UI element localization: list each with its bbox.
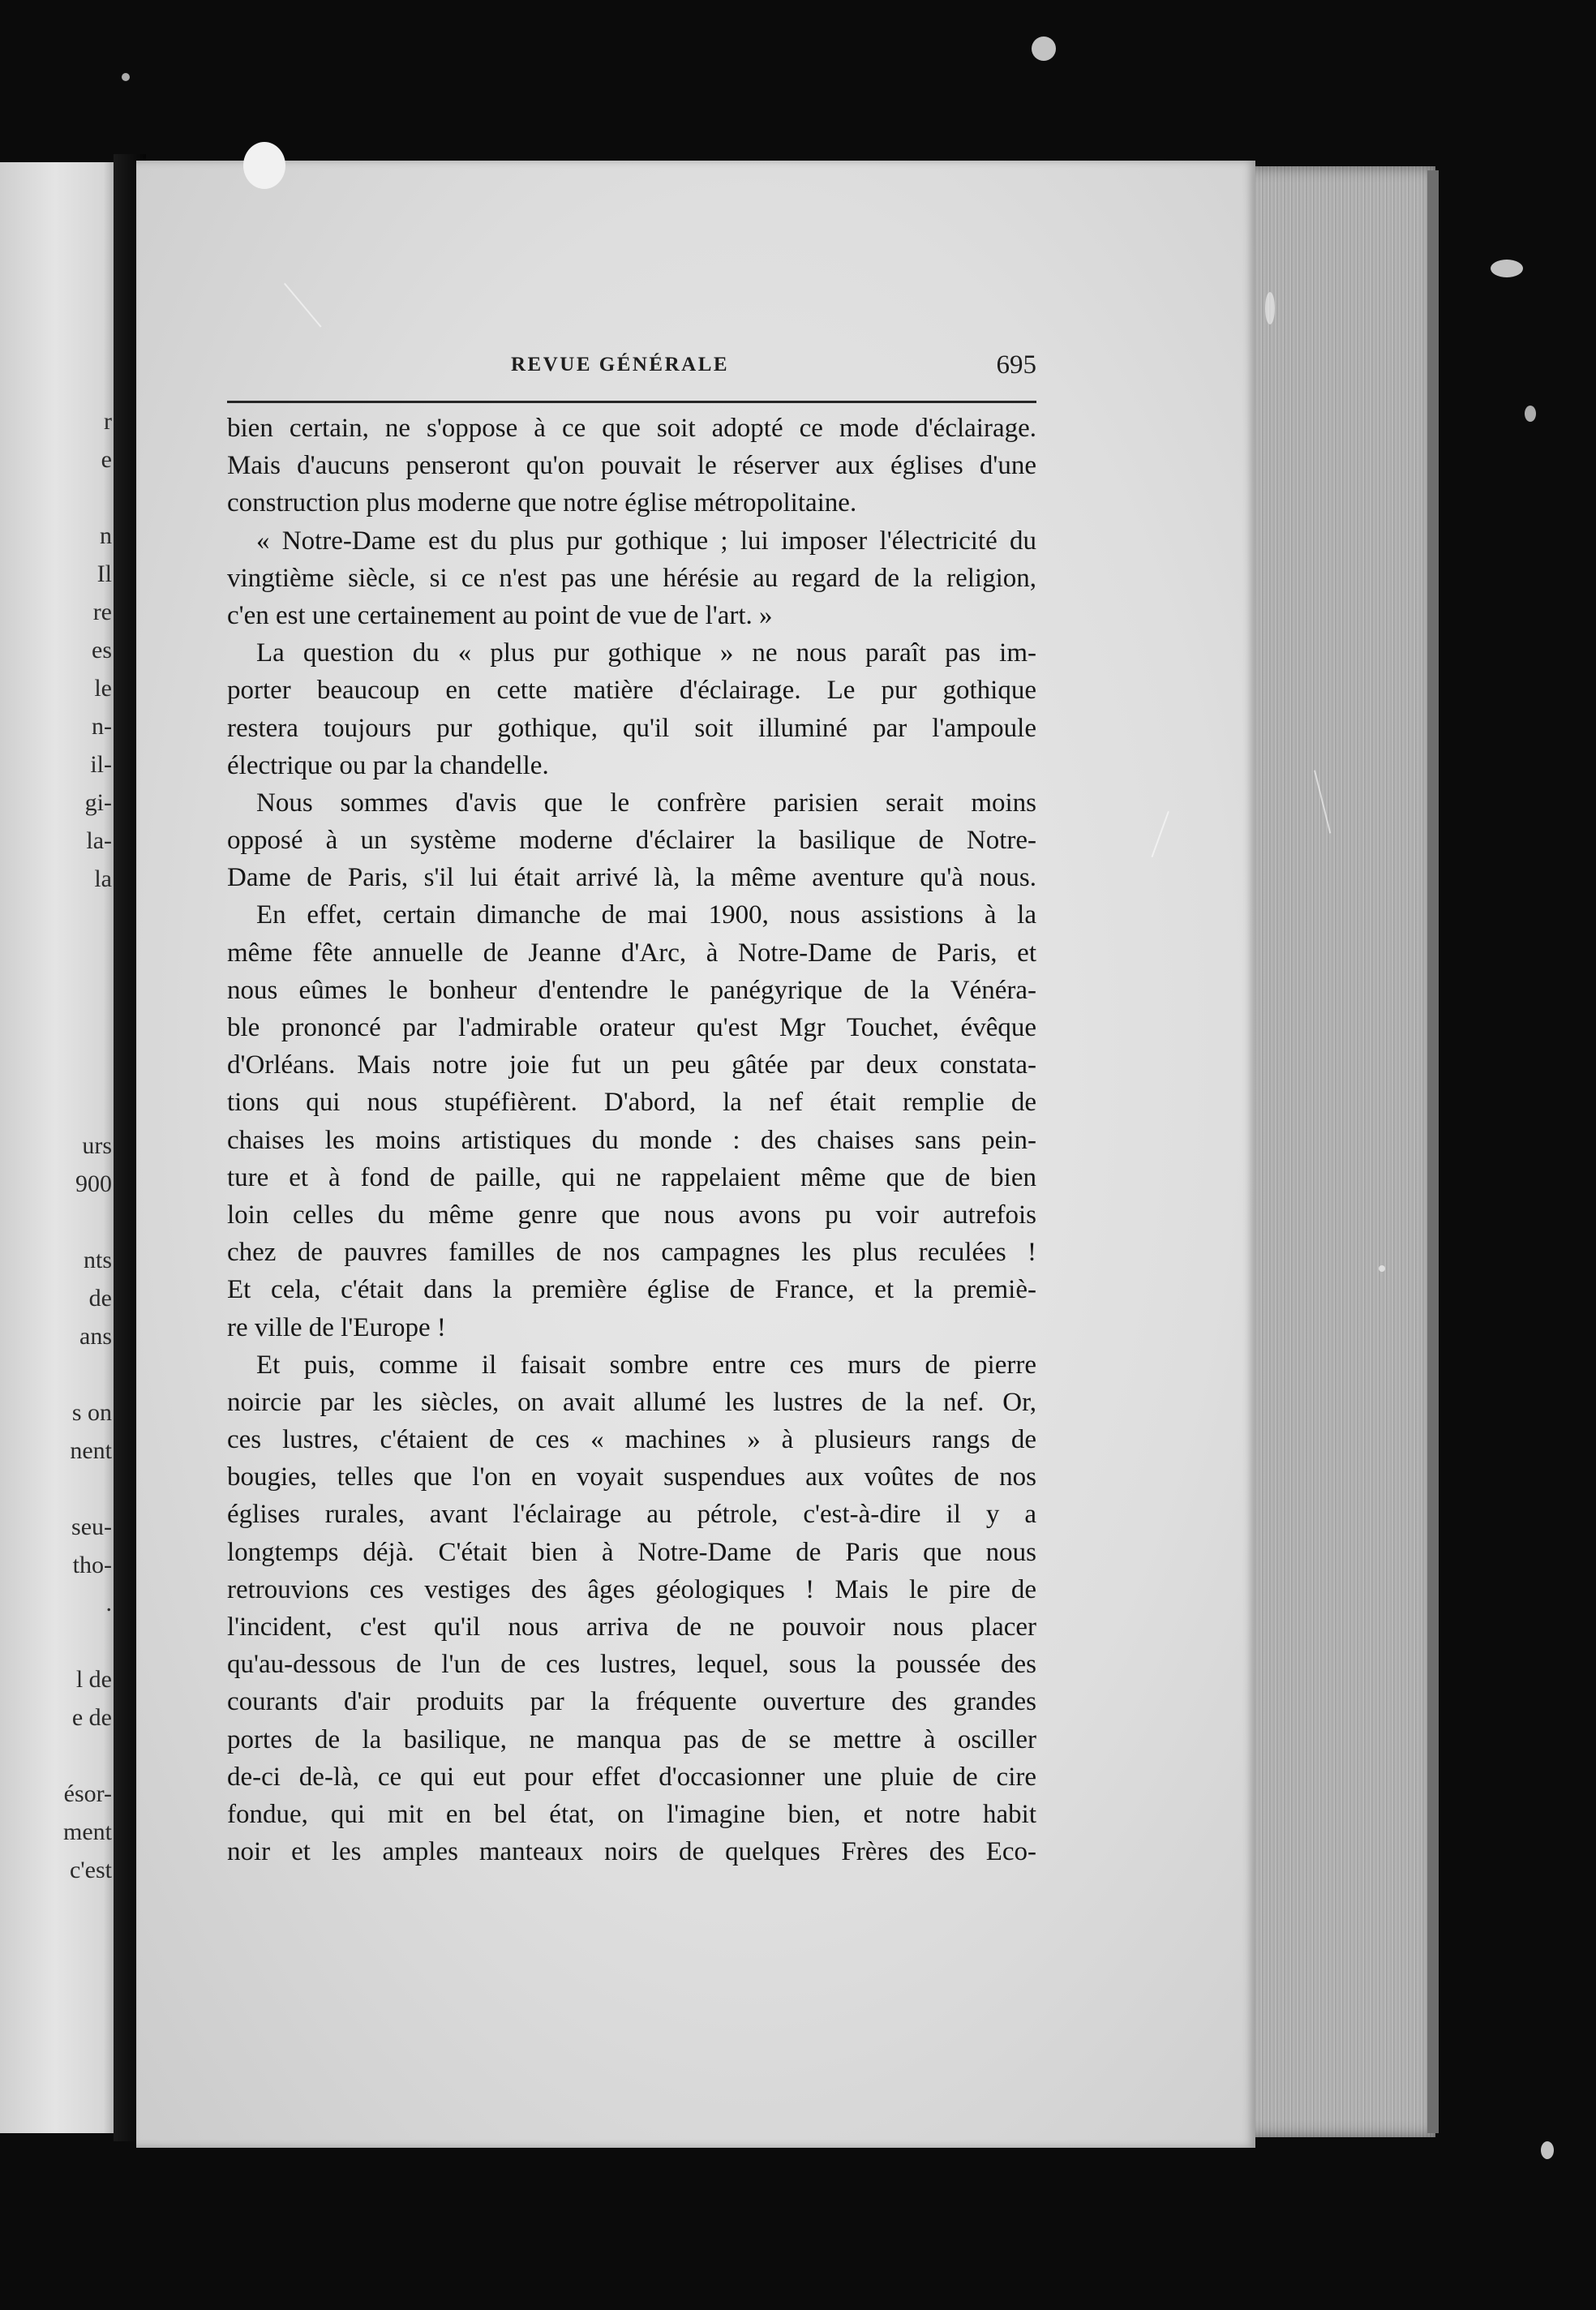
text-line: c'en est une certainement au point de vue de l'art. » bbox=[227, 600, 773, 630]
left-page-fragment: de bbox=[88, 1285, 112, 1312]
text-line: loin celles du même genre que nous avons pu voir autrefois bbox=[227, 1200, 1036, 1230]
left-page-fragment: nts bbox=[83, 1247, 112, 1273]
text-line: chaises les moins artistiques du monde : des chaises sans pein- bbox=[227, 1125, 1036, 1155]
left-page-fragment: le bbox=[94, 675, 112, 702]
left-page-fragment: n- bbox=[92, 713, 112, 740]
page-number: 695 bbox=[996, 350, 1036, 380]
text-line: Mais d'aucuns penseront qu'on pouvait le réserver aux églises d'une bbox=[227, 451, 1036, 481]
text-line: qu'au-dessous de l'un de ces lustres, lequel, sous la poussée des bbox=[227, 1650, 1036, 1680]
page-edge-shadow bbox=[1427, 170, 1439, 2133]
text-line: La question du « plus pur gothique » ne nous paraît pas im- bbox=[256, 638, 1036, 668]
running-title: REVUE GÉNÉRALE bbox=[511, 354, 730, 376]
left-page-fragment: r bbox=[104, 408, 112, 435]
left-page-fragment: ment bbox=[63, 1818, 112, 1845]
text-line: noircie par les siècles, on avait allumé les lustres de la nef. Or, bbox=[227, 1387, 1036, 1417]
text-line: électrique ou par la chandelle. bbox=[227, 750, 549, 780]
dust-speck bbox=[1491, 260, 1523, 277]
text-line: églises rurales, avant l'éclairage au pétrole, c'est-à-dire il y a bbox=[227, 1500, 1036, 1530]
text-line: opposé à un système moderne d'éclairer la basilique de Notre- bbox=[227, 826, 1036, 856]
running-head bbox=[227, 350, 1036, 383]
text-line: retrouvions ces vestiges des âges géologiques ! Mais le pire de bbox=[227, 1574, 1036, 1604]
text-line: noir et les amples manteaux noirs de quelques Frères des Eco- bbox=[227, 1837, 1036, 1867]
left-page-fragment: urs bbox=[82, 1132, 112, 1159]
text-line: bien certain, ne s'oppose à ce que soit adopté ce mode d'éclairage. bbox=[227, 414, 1036, 443]
left-page-fragment: l de bbox=[75, 1666, 112, 1693]
header-rule bbox=[227, 401, 1036, 403]
left-page-fragment: es bbox=[92, 637, 112, 663]
left-page-fragment: seu- bbox=[71, 1514, 112, 1540]
left-page-fragment: 900 bbox=[75, 1170, 112, 1197]
text-line: même fête annuelle de Jeanne d'Arc, à Notre-Dame de Paris, et bbox=[227, 938, 1036, 968]
left-page-fragment: e bbox=[101, 446, 112, 473]
left-page-fragment: re bbox=[92, 599, 112, 625]
text-line: bougies, telles que l'on en voyait suspendues aux voûtes de nos bbox=[227, 1462, 1036, 1492]
left-page-fragment: gi- bbox=[84, 789, 112, 816]
text-line: l'incident, c'est qu'il nous arriva de ne pouvoir nous placer bbox=[227, 1612, 1036, 1642]
page-block-edge bbox=[1233, 166, 1435, 2137]
text-line: chez de pauvres familles de nos campagnes les plus reculées ! bbox=[227, 1238, 1036, 1268]
text-line: longtemps déjà. C'était bien à Notre-Dame de Paris que nous bbox=[227, 1537, 1036, 1567]
left-page-fragment: tho- bbox=[72, 1552, 112, 1578]
text-line: re ville de l'Europe ! bbox=[227, 1312, 446, 1342]
left-page-fragment: s on bbox=[71, 1399, 112, 1426]
text-line: Et cela, c'était dans la première église de France, et la premiè- bbox=[227, 1275, 1036, 1305]
body-text bbox=[227, 410, 1036, 1870]
dust-speck bbox=[122, 73, 130, 81]
text-line: « Notre-Dame est du plus pur gothique ; lui imposer l'électricité du bbox=[256, 526, 1036, 556]
text-line: Nous sommes d'avis que le confrère parisien serait moins bbox=[256, 788, 1036, 818]
left-page-fragment: Il bbox=[97, 560, 112, 587]
text-line: construction plus moderne que notre église métropolitaine. bbox=[227, 488, 857, 518]
text-line: d'Orléans. Mais notre joie fut un peu gâtée par deux constata- bbox=[227, 1050, 1036, 1080]
text-line: ble prononcé par l'admirable orateur qu'est Mgr Touchet, évêque bbox=[227, 1013, 1036, 1042]
text-line: En effet, certain dimanche de mai 1900, nous assistions à la bbox=[256, 900, 1036, 930]
left-page-fragment: ésor- bbox=[63, 1780, 112, 1807]
left-page-fragment: la bbox=[94, 865, 112, 892]
dust-speck bbox=[1265, 292, 1275, 324]
left-page-fragment: c'est bbox=[69, 1857, 112, 1883]
left-page-fragment: . bbox=[105, 1590, 112, 1617]
text-line: porter beaucoup en cette matière d'éclairage. Le pur gothique bbox=[227, 676, 1036, 706]
text-line: Et puis, comme il faisait sombre entre ces murs de pierre bbox=[256, 1350, 1036, 1380]
text-line: portes de la basilique, ne manqua pas de se mettre à osciller bbox=[227, 1724, 1036, 1754]
text-line: fondue, qui mit en bel état, on l'imagine bien, et notre habit bbox=[227, 1799, 1036, 1829]
left-page-fragment: ans bbox=[79, 1323, 112, 1350]
text-line: restera toujours pur gothique, qu'il soit illuminé par l'ampoule bbox=[227, 713, 1036, 743]
dust-speck bbox=[243, 142, 285, 189]
text-line: tions qui nous stupéfièrent. D'abord, la nef était remplie de bbox=[227, 1088, 1036, 1118]
left-page bbox=[0, 162, 122, 2133]
dust-speck bbox=[1541, 2141, 1554, 2159]
text-line: vingtième siècle, si ce n'est pas une hérésie au regard de la religion, bbox=[227, 563, 1036, 593]
left-page-text bbox=[0, 162, 122, 2133]
text-line: courants d'air produits par la fréquente ouverture des grandes bbox=[227, 1687, 1036, 1717]
text-line: ture et à fond de paille, qui ne rappelaient même que de bien bbox=[227, 1162, 1036, 1192]
left-page-fragment: il- bbox=[90, 751, 112, 778]
text-line: de-ci de-là, ce qui eut pour effet d'occasionner une pluie de cire bbox=[227, 1762, 1036, 1792]
dust-speck bbox=[1032, 36, 1056, 61]
text-line: nous eûmes le bonheur d'entendre le panégyrique de la Vénéra- bbox=[227, 975, 1036, 1005]
left-page-fragment: nent bbox=[70, 1437, 112, 1464]
left-page-fragment: n bbox=[100, 522, 112, 549]
text-line: ces lustres, c'étaient de ces « machines » à plusieurs rangs de bbox=[227, 1425, 1036, 1455]
dust-speck bbox=[1379, 1265, 1385, 1272]
left-page-fragment: e de bbox=[71, 1704, 112, 1731]
dust-speck bbox=[1525, 406, 1536, 422]
left-page-fragment: la- bbox=[86, 827, 112, 854]
text-line: Dame de Paris, s'il lui était arrivé là, la même aventure qu'à nous. bbox=[227, 863, 1036, 893]
